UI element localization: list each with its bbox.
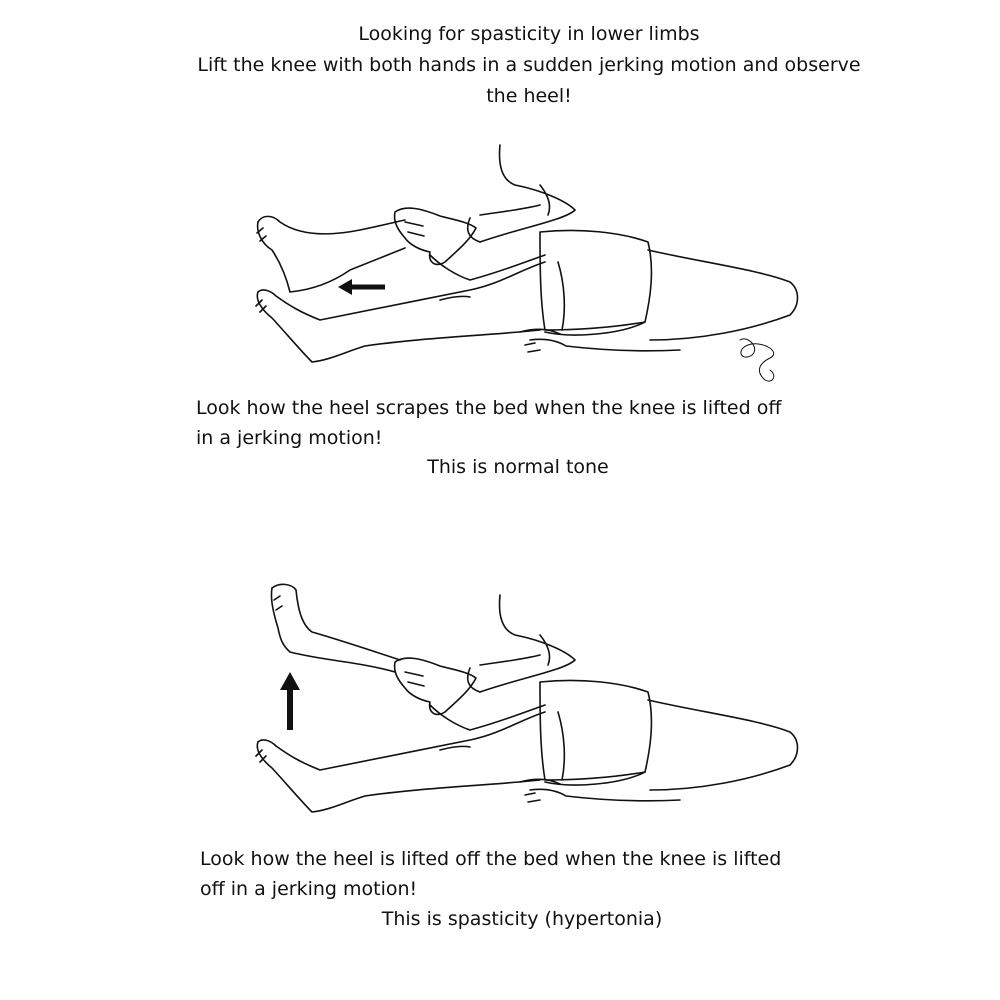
normal-tone-figure <box>256 145 798 381</box>
spastic-caption-line-1: Look how the heel is lifted off the bed when the knee is lifted <box>200 848 782 870</box>
spastic-caption-line-2: off in a jerking motion! <box>200 878 418 900</box>
normal-caption-line-1: Look how the heel scrapes the bed when the knee is lifted off <box>196 397 782 419</box>
normal-caption-line-2: in a jerking motion! <box>196 427 383 449</box>
spasticity-figure <box>256 584 798 812</box>
title-line-2: Lift the knee with both hands in a sudden jerking motion and observe <box>197 54 861 76</box>
arrow-left-icon <box>338 279 385 295</box>
spastic-conclusion: This is spasticity (hypertonia) <box>381 908 663 930</box>
normal-conclusion: This is normal tone <box>427 456 609 478</box>
title-line-3: the heel! <box>486 85 572 107</box>
arrow-up-icon <box>280 672 300 730</box>
title-line-1: Looking for spasticity in lower limbs <box>358 23 700 45</box>
